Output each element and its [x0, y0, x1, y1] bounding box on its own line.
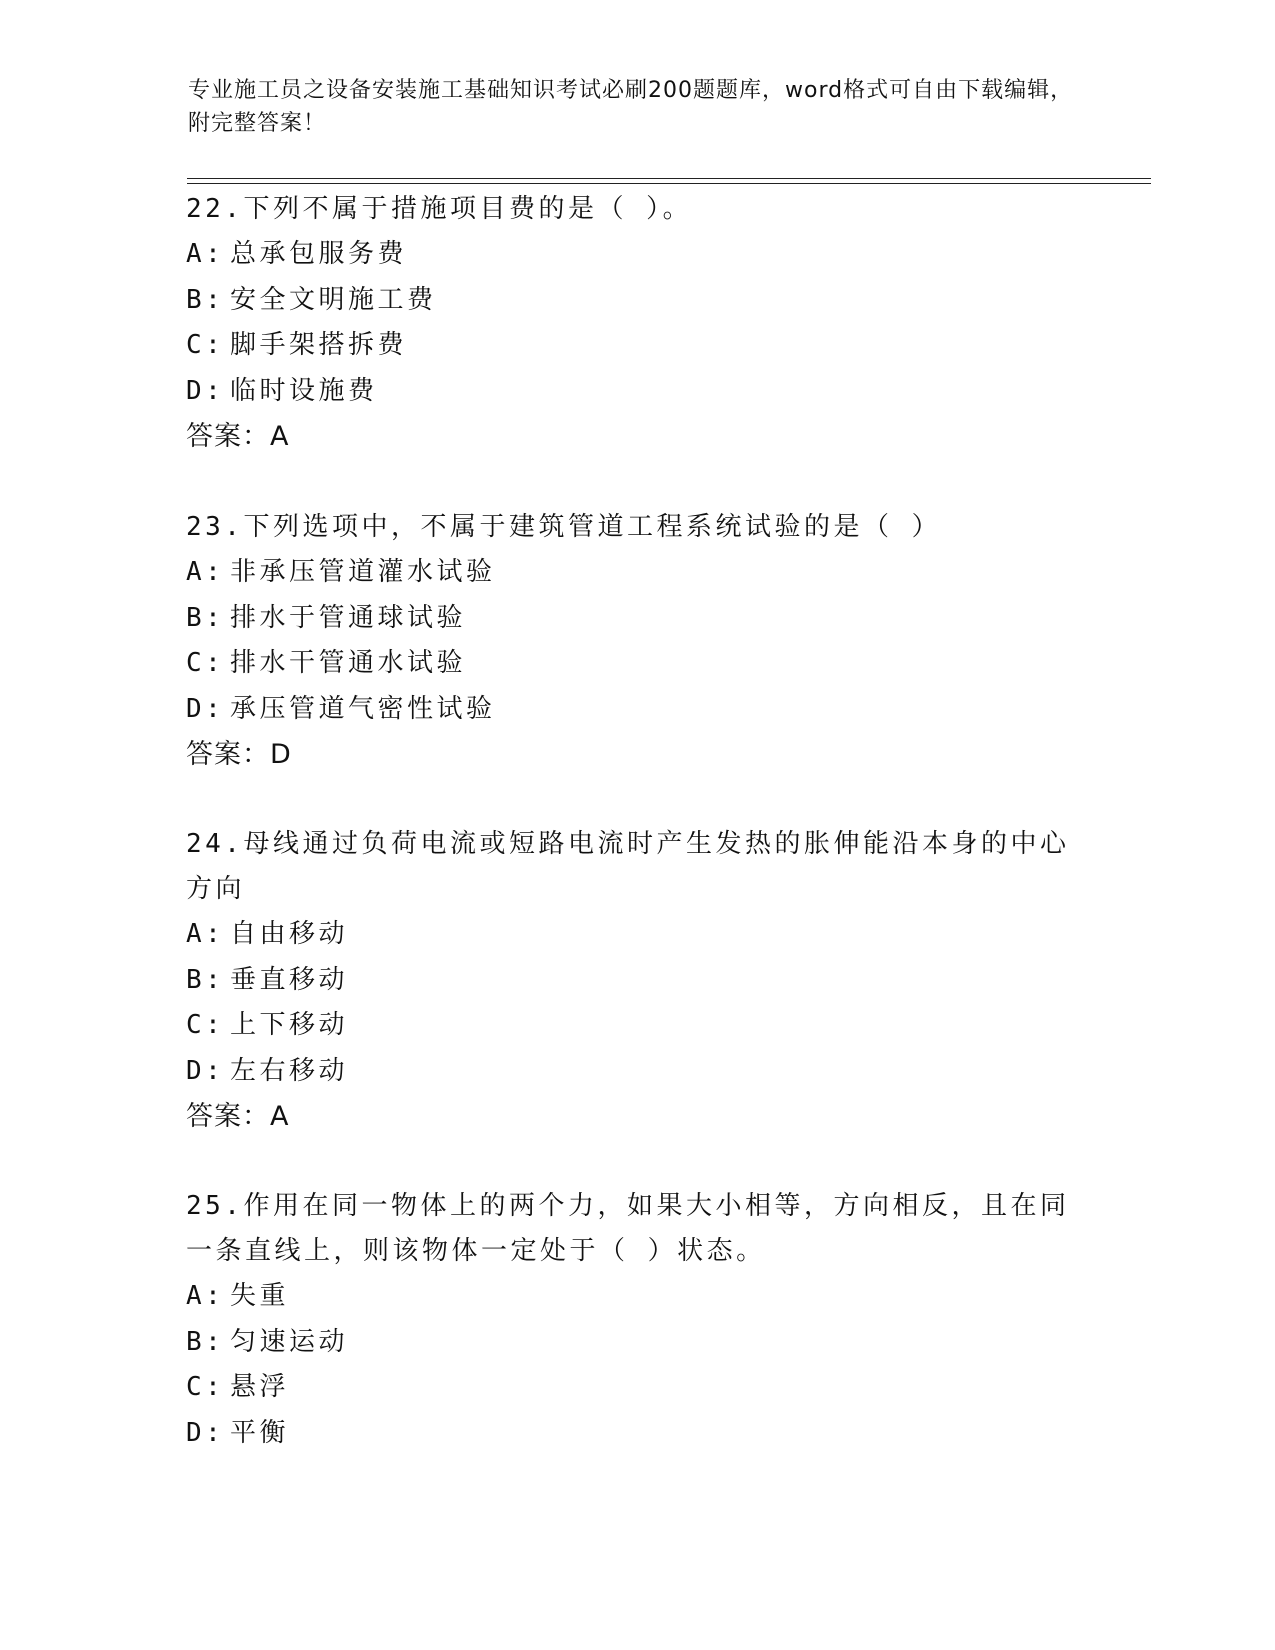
option-letter: B:: [186, 964, 225, 995]
option-letter: A:: [186, 239, 225, 269]
question-24: [186, 822, 1086, 1139]
option-text: 排水干管通水试验: [230, 648, 467, 678]
option-letter: B:: [186, 602, 225, 633]
question-stem: 24.母线通过负荷电流或短路电流时产生发热的胀伸能沿本身的中心方向: [186, 829, 1070, 904]
option-text: 总承包服务费: [230, 239, 408, 269]
question-stem: 25.作用在同一物体上的两个力，如果大小相等，方向相反，且在同一条直线上，则该物体一定处于（ ）状态。: [186, 1191, 1070, 1266]
option-d: [186, 1411, 1086, 1457]
option-text: 安全文明施工费: [230, 284, 437, 315]
option-letter: D:: [186, 1055, 225, 1086]
header-divider-bottom: [187, 183, 1151, 184]
option-letter: A:: [186, 919, 225, 949]
question-stem: 22.下列不属于措施项目费的是（ ）。: [186, 194, 693, 224]
option-d: [186, 1049, 1086, 1095]
option-letter: D:: [186, 375, 225, 406]
question-22: [186, 187, 1086, 459]
option-text: 承压管道气密性试验: [230, 693, 496, 724]
option-text: 脚手架搭拆费: [230, 330, 408, 360]
option-text: 失重: [230, 1281, 290, 1311]
option-c: [186, 641, 1086, 687]
option-c: [186, 1365, 1086, 1411]
option-text: 自由移动: [230, 919, 349, 949]
option-c: [186, 1003, 1086, 1049]
option-d: [186, 687, 1086, 733]
option-text: 排水于管通球试验: [230, 602, 467, 633]
option-letter: A:: [186, 557, 225, 587]
option-text: 匀速运动: [230, 1326, 349, 1357]
option-b: [186, 278, 1086, 324]
option-letter: B:: [186, 1326, 225, 1357]
option-text: 垂直移动: [230, 964, 349, 995]
option-text: 临时设施费: [230, 375, 378, 406]
header-divider-top: [187, 178, 1151, 179]
option-a: [186, 232, 1086, 278]
option-letter: B:: [186, 284, 225, 315]
option-c: [186, 323, 1086, 369]
answer-text: 答案：D: [186, 739, 292, 770]
question-23: [186, 505, 1086, 777]
option-letter: C:: [186, 1010, 225, 1040]
answer-text: 答案：A: [186, 1101, 290, 1132]
option-a: [186, 550, 1086, 596]
option-letter: A:: [186, 1281, 225, 1311]
option-letter: C:: [186, 648, 225, 678]
question-stem: 23.下列选项中，不属于建筑管道工程系统试验的是（ ）: [186, 512, 942, 542]
option-b: [186, 958, 1086, 1004]
option-d: [186, 369, 1086, 415]
option-letter: C:: [186, 1372, 225, 1402]
question-25: [186, 1184, 1086, 1456]
option-text: 悬浮: [230, 1372, 290, 1402]
option-a: [186, 1274, 1086, 1320]
option-text: 上下移动: [230, 1010, 349, 1040]
option-text: 非承压管道灌水试验: [230, 557, 496, 587]
option-a: [186, 912, 1086, 958]
option-b: [186, 596, 1086, 642]
option-letter: D:: [186, 1417, 225, 1448]
answer-text: 答案：A: [186, 421, 290, 452]
option-text: 左右移动: [230, 1055, 349, 1086]
option-letter: D:: [186, 693, 225, 724]
option-text: 平衡: [230, 1417, 290, 1448]
option-letter: C:: [186, 330, 225, 360]
document-header-title: 专业施工员之设备安装施工基础知识考试必刷200题题库，word格式可自由下载编辑，附完整答案！: [188, 78, 1074, 136]
option-b: [186, 1320, 1086, 1366]
